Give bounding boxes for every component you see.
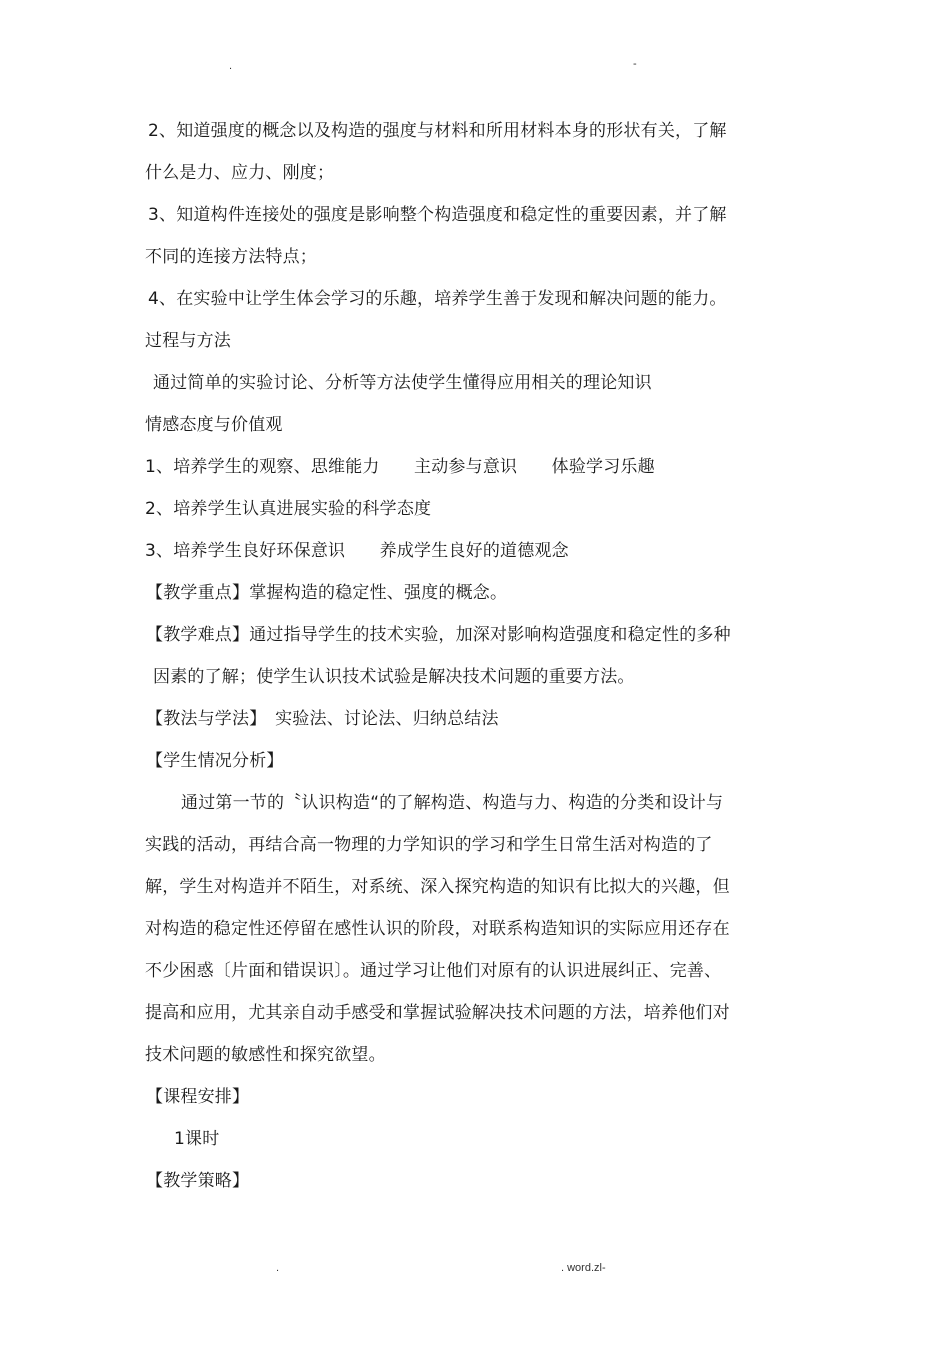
analysis-line-4: 对构造的稳定性还停留在感性认识的阶段，对联系构造知识的实际应用还存在 bbox=[145, 919, 730, 939]
teaching-difficulty-a: 【教学难点】通过指导学生的技术实验，加深对影响构造强度和稳定性的多种 bbox=[146, 625, 731, 645]
section-heading-strategy: 【教学策略】 bbox=[146, 1171, 250, 1191]
objective-line-2b: 什么是力、应力、刚度； bbox=[145, 163, 335, 183]
analysis-line-1: 通过第一节的〝认识构造“的了解构造、构造与力、构造的分类和设计与 bbox=[181, 793, 724, 813]
analysis-line-5: 不少困惑〔片面和错误识〕。通过学习让他们对原有的认识进展纠正、完善、 bbox=[145, 961, 722, 981]
attitude-item-2: 2、培养学生认真进展实验的科学态度 bbox=[145, 499, 432, 519]
schedule-text: 1课时 bbox=[174, 1129, 220, 1149]
process-text: 通过简单的实验讨论、分析等方法使学生懂得应用相关的理论知识 bbox=[153, 373, 652, 393]
footer-right-mark: . word.zl- bbox=[561, 1262, 606, 1274]
footer-left-mark: . bbox=[276, 1262, 280, 1274]
analysis-line-2: 实践的活动，再结合高一物理的力学知识的学习和学生日常生活对构造的了 bbox=[145, 835, 713, 855]
analysis-line-7: 技术问题的敏感性和探究欲望。 bbox=[145, 1045, 386, 1065]
teaching-difficulty-b: 因素的了解；使学生认识技术试验是解决技术问题的重要方法。 bbox=[153, 667, 635, 687]
analysis-line-6: 提高和应用，尤其亲自动手感受和掌握试验解决技术问题的方法，培养他们对 bbox=[145, 1003, 730, 1023]
section-heading-student-analysis: 【学生情况分析】 bbox=[146, 751, 284, 771]
objective-line-3a: 3、知道构件连接处的强度是影响整个构造强度和稳定性的重要因素，并了解 bbox=[148, 205, 727, 225]
attitude-item-3: 3、培养学生良好环保意识 养成学生良好的道德观念 bbox=[145, 541, 569, 561]
header-left-mark: . bbox=[229, 60, 233, 72]
section-heading-attitude: 情感态度与价值观 bbox=[145, 415, 283, 435]
objective-line-2a: 2、知道强度的概念以及构造的强度与材料和所用材料本身的形状有关，了解 bbox=[148, 121, 727, 141]
section-heading-process: 过程与方法 bbox=[145, 331, 231, 351]
header-right-mark: - bbox=[633, 58, 637, 70]
teaching-focus: 【教学重点】掌握构造的稳定性、强度的概念。 bbox=[146, 583, 508, 603]
objective-line-4: 4、在实验中让学生体会学习的乐趣，培养学生善于发现和解决问题的能力。 bbox=[148, 289, 727, 309]
teaching-methods: 【教法与学法】 实验法、讨论法、归纳总结法 bbox=[146, 709, 499, 729]
attitude-item-1: 1、培养学生的观察、思维能力 主动参与意识 体验学习乐趣 bbox=[145, 457, 655, 477]
section-heading-schedule: 【课程安排】 bbox=[146, 1087, 250, 1107]
analysis-line-3: 解，学生对构造并不陌生，对系统、深入探究构造的知识有比拟大的兴趣，但 bbox=[145, 877, 730, 897]
objective-line-3b: 不同的连接方法特点； bbox=[145, 247, 317, 267]
